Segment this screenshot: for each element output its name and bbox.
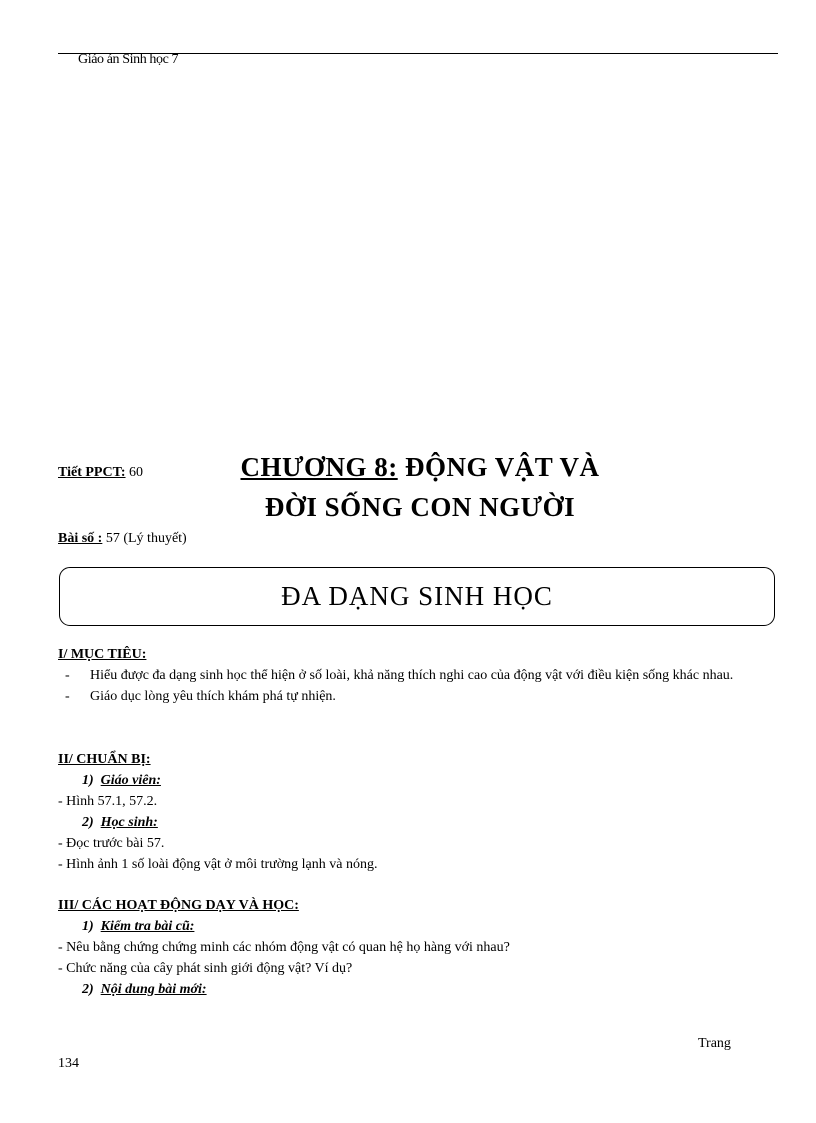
subsection-number: 1) [82,919,94,934]
chapter-title [200,447,640,527]
subsection-heading [58,916,778,937]
lesson-title: ĐA DẠNG SINH HỌC [281,581,553,611]
subsection-title: Học sinh: [100,815,158,830]
lesson-number [58,531,187,547]
subsection-title: Giáo viên: [100,773,161,788]
subsection-number: 2) [82,982,94,997]
subsection-heading [58,812,778,833]
page-word: Trang [698,1036,731,1051]
section-activities [58,895,778,1000]
list-item: - Chức năng của cây phát sinh giới động vật? Ví dụ? [58,961,353,976]
objectives-list [58,665,778,707]
list-item: - Hình ảnh 1 số loài động vật ở môi trường lạnh và nóng. [58,857,378,872]
subsection-number: 2) [82,815,94,830]
section-heading: I/ MỤC TIÊU: [58,647,147,662]
list-item: - Giáo dục lòng yêu thích khám phá tự nhiện. [58,686,778,707]
chapter-title-line2: ĐỜI SỐNG CON NGƯỜI [264,492,576,522]
section-heading: II/ CHUẨN BỊ: [58,752,151,767]
period-value: 60 [125,465,144,480]
section-heading: III/ CÁC HOẠT ĐỘNG DẠY VÀ HỌC: [58,898,299,913]
subsection-heading [58,979,778,1000]
list-item: - Hình 57.1, 57.2. [58,794,158,809]
subsection-title: Nội dung bài mới: [100,982,207,997]
period-label: Tiết PPCT: [58,465,126,480]
subsection-number: 1) [82,773,94,788]
chapter-title-text1: ĐỘNG VẬT VÀ [397,452,600,482]
list-item: - Nêu bằng chứng chứng minh các nhóm động vật có quan hệ họ hàng với nhau? [58,940,510,955]
lesson-title-box [59,567,775,626]
list-item: - Đọc trước bài 57. [58,836,165,851]
subsection-heading [58,770,778,791]
student-items [58,833,778,875]
running-header: Giáo án Sinh học 7 [78,52,179,67]
page-number: 134 [58,1056,79,1071]
lesson-label: Bài số : [58,531,103,546]
list-item: - Hiểu được đa dạng sinh học thể hiện ở số loài, khả năng thích nghi cao của động vật với điều kiện sống khác nhau. [58,665,778,686]
review-items [58,937,778,979]
section-objectives [58,644,778,707]
lesson-period [58,465,143,481]
teacher-items [58,791,778,812]
section-preparation [58,749,778,875]
lesson-value: 57 (Lý thuyết) [102,531,187,546]
chapter-title-line1 [200,447,640,487]
subsection-title: Kiểm tra bài cũ: [100,919,195,934]
chapter-prefix: CHƯƠNG 8: [240,452,398,482]
